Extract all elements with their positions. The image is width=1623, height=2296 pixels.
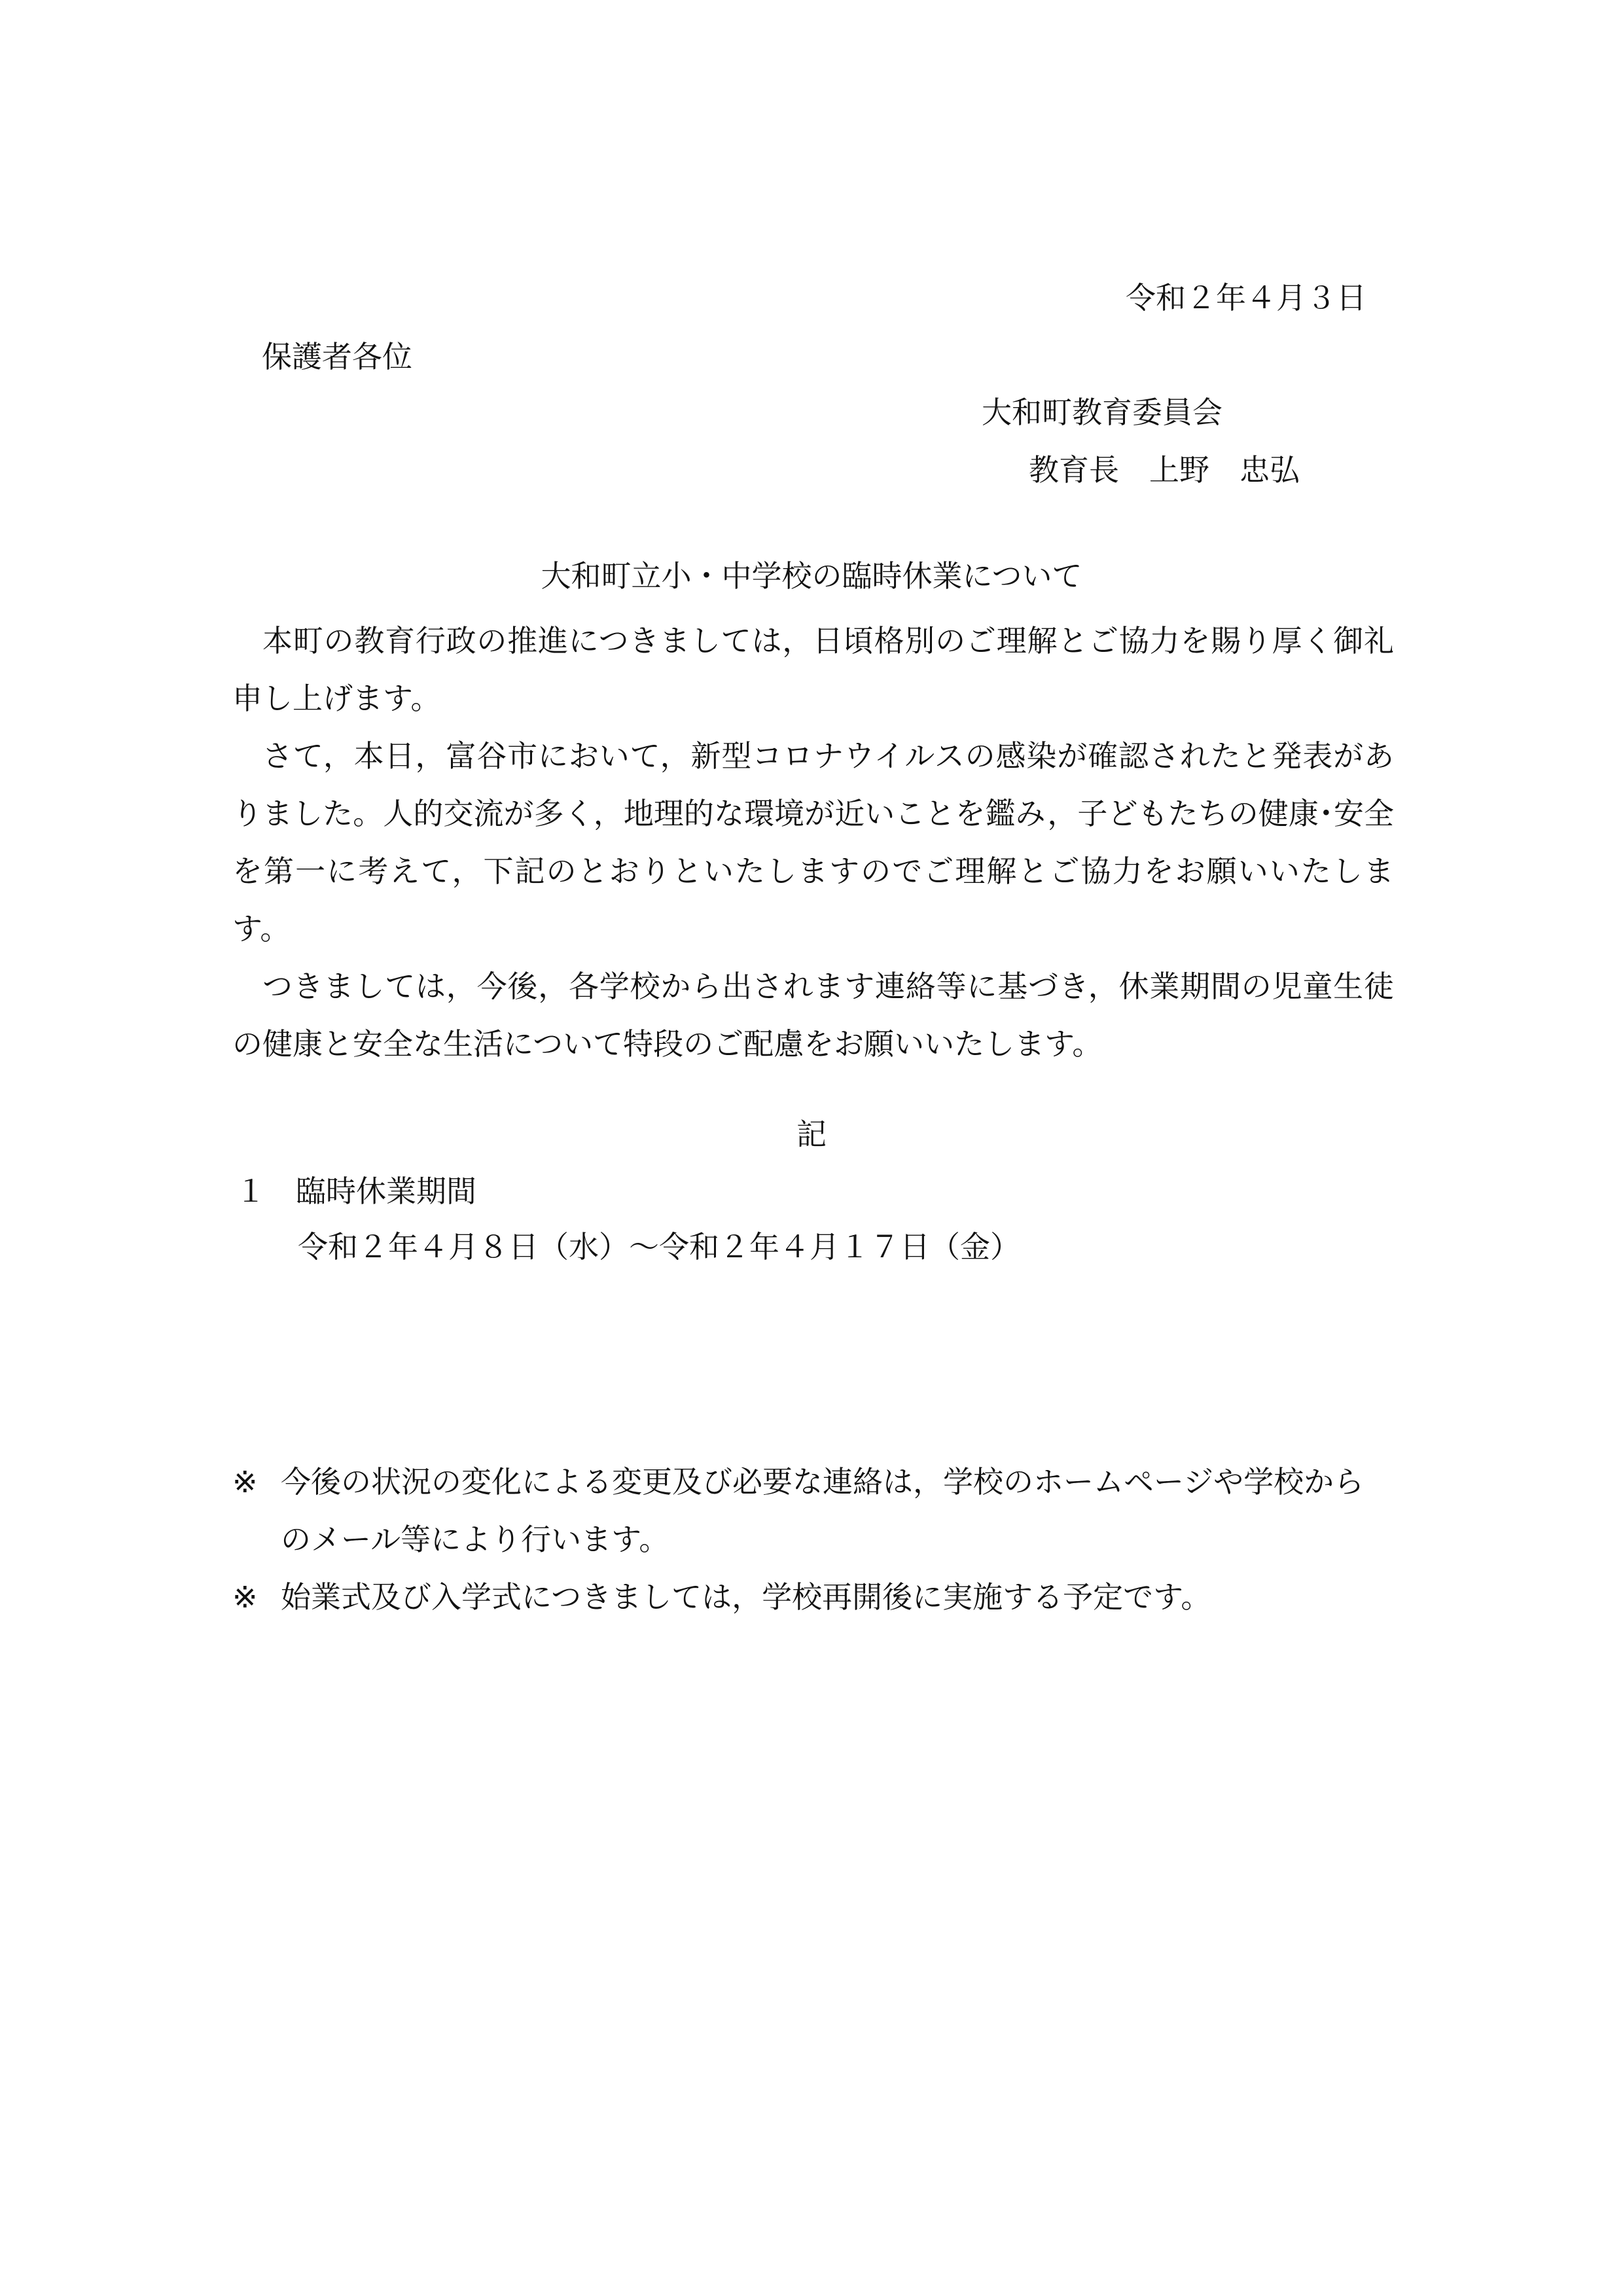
note-text: 始業式及び入学式につきましては，学校再開後に実施する予定です。 <box>281 1579 1211 1615</box>
body-text <box>232 612 1394 1073</box>
issue-date: 令和２年４月３日 <box>1126 280 1366 315</box>
note-item <box>232 1453 1394 1568</box>
note-item <box>232 1568 1394 1626</box>
document-title <box>0 556 1623 596</box>
body-paragraph: 本町の教育行政の推進につきましては，日頃格別のご理解とご協力を賜り厚く御礼申し上げます。 <box>232 623 1394 716</box>
notes-section <box>232 1453 1394 1626</box>
addressee: 保護者各位 <box>262 339 412 374</box>
note-text: 今後の状況の変化による変更及び必要な連絡は，学校のホームページや学校からのメール等により行います。 <box>281 1464 1364 1557</box>
body-paragraph: つきましては，今後，各学校から出されます連絡等に基づき，休業期間の児童生徒の健康と安全な生活について特段のご配慮をお願いいたします。 <box>232 969 1394 1062</box>
signer-line <box>1029 450 1300 490</box>
signer-given-name: 忠弘 <box>1240 452 1300 488</box>
signer-title: 教育長 <box>1029 452 1119 488</box>
item-label-line <box>236 1172 476 1211</box>
body-paragraph: さて，本日，富谷市において，新型コロナウイルスの感染が確認されたと発表がありました。人的交流が多く，地理的な環境が近いことを鑑み，子どもたちの健康･安全を第一に考えて，下記のとおりといたしますのでご理解とご協力をお願いいたします。 <box>232 738 1394 946</box>
item-label: 臨時休業期間 <box>296 1174 476 1209</box>
note-mark: ※ <box>232 1464 258 1499</box>
item-number: １ <box>236 1174 266 1209</box>
note-mark: ※ <box>232 1579 258 1615</box>
record-heading: 記 <box>796 1117 827 1152</box>
document-title-text: 大和町立小・中学校の臨時休業について <box>541 558 1082 594</box>
issuing-organization: 大和町教育委員会 <box>982 395 1222 430</box>
signer-surname: 上野 <box>1149 452 1209 488</box>
item-value: 令和２年４月８日（水）～令和２年４月１７日（金） <box>298 1229 1020 1265</box>
